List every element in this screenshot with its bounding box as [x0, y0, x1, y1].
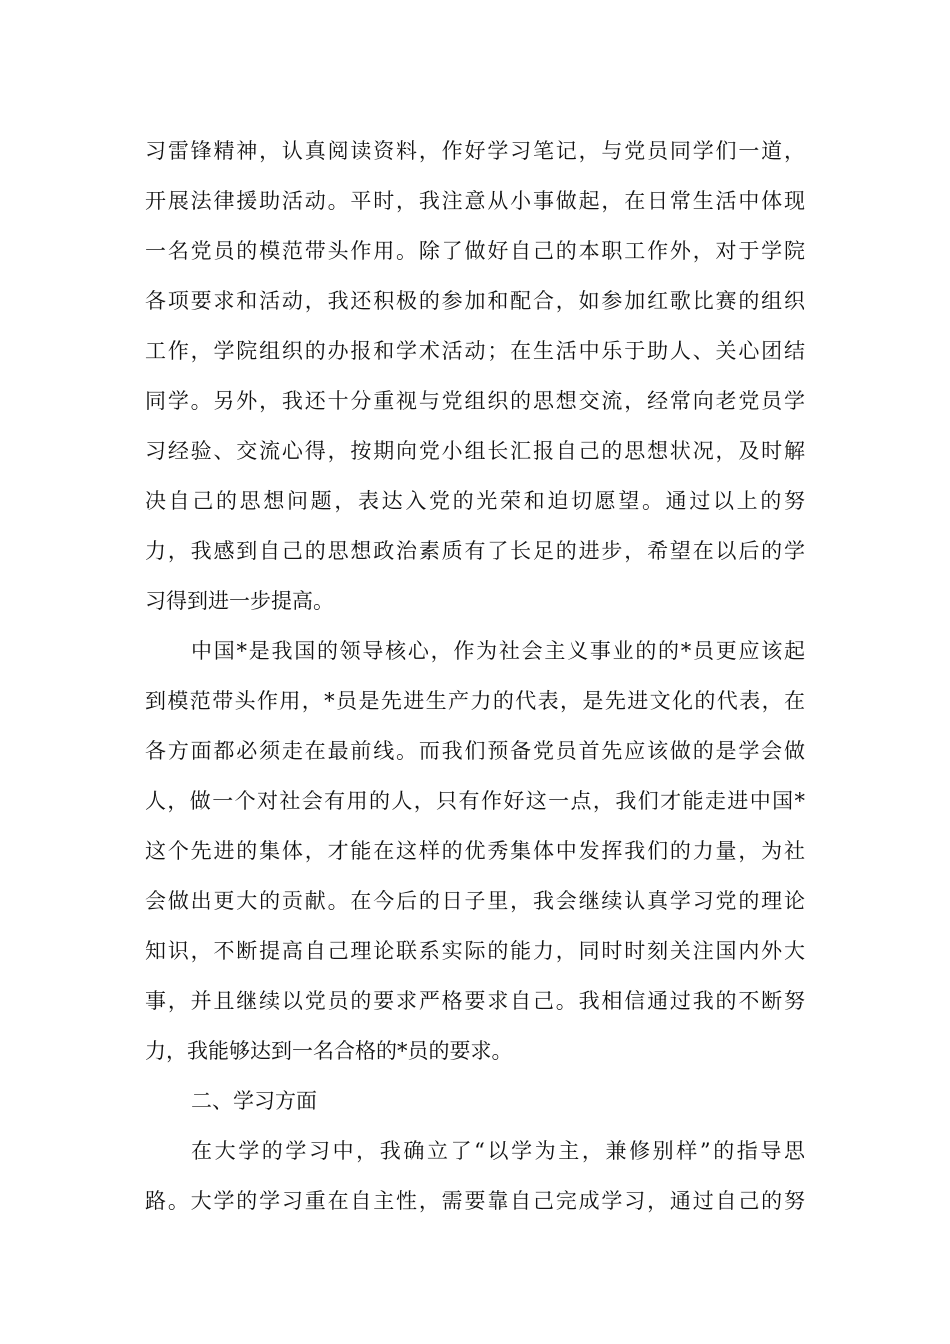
paragraph-line: 到模范带头作用，*员是先进生产力的代表，是先进文化的代表，在 [145, 689, 805, 713]
paragraph-line: 工作，学院组织的办报和学术活动；在生活中乐于助人、关心团结 [145, 339, 805, 363]
paragraph-line: 事，并且继续以党员的要求严格要求自己。我相信通过我的不断努 [145, 989, 805, 1013]
paragraph-line: 会做出更大的贡献。在今后的日子里，我会继续认真学习党的理论 [145, 889, 805, 913]
section-heading: 二、学习方面 [191, 1089, 317, 1113]
paragraph-line: 决自己的思想问题，表达入党的光荣和迫切愿望。通过以上的努 [145, 489, 805, 513]
paragraph-line: 力，我感到自己的思想政治素质有了长足的进步，希望在以后的学 [145, 539, 805, 563]
paragraph-line: 开展法律援助活动。平时，我注意从小事做起，在日常生活中体现 [145, 189, 805, 213]
paragraph-line: 各项要求和活动，我还积极的参加和配合，如参加红歌比赛的组织 [145, 289, 805, 313]
paragraph-line: 同学。另外，我还十分重视与党组织的思想交流，经常向老党员学 [145, 389, 805, 413]
paragraph-line: 在大学的学习中，我确立了“以学为主，兼修别样”的指导思 [191, 1139, 805, 1163]
paragraph-line: 习雷锋精神，认真阅读资料，作好学习笔记，与党员同学们一道， [145, 139, 805, 163]
paragraph-line: 知识，不断提高自己理论联系实际的能力，同时时刻关注国内外大 [145, 939, 805, 963]
paragraph-line: 路。大学的学习重在自主性，需要靠自己完成学习，通过自己的努 [145, 1189, 805, 1213]
paragraph-line: 习经验、交流心得，按期向党小组长汇报自己的思想状况，及时解 [145, 439, 805, 463]
paragraph-line: 这个先进的集体，才能在这样的优秀集体中发挥我们的力量，为社 [145, 839, 805, 863]
paragraph-line: 习得到进一步提高。 [145, 589, 334, 613]
paragraph-line: 力，我能够达到一名合格的*员的要求。 [145, 1039, 513, 1063]
paragraph-line: 各方面都必须走在最前线。而我们预备党员首先应该做的是学会做 [145, 739, 805, 763]
paragraph-line: 中国*是我国的领导核心，作为社会主义事业的的*员更应该起 [191, 639, 805, 663]
paragraph-line: 人，做一个对社会有用的人，只有作好这一点，我们才能走进中国* [145, 789, 805, 813]
paragraph-line: 一名党员的模范带头作用。除了做好自己的本职工作外，对于学院 [145, 239, 805, 263]
